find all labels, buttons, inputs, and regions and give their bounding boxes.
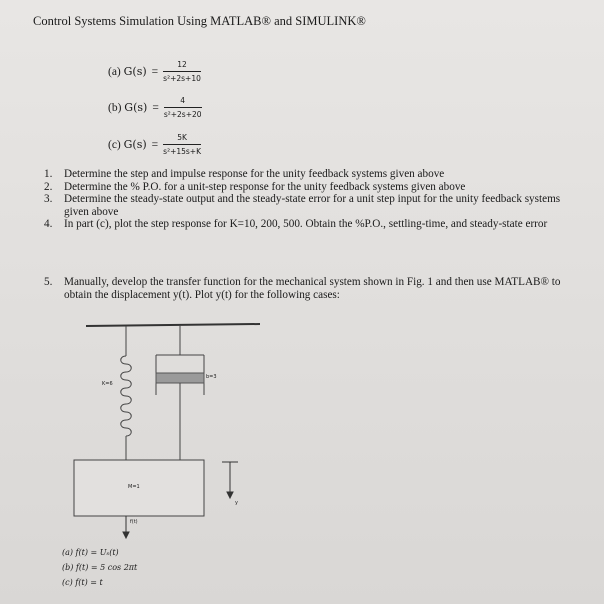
case-c: (c) f(t) = t: [62, 578, 103, 587]
tf-numerator: 5K: [177, 133, 187, 142]
question-number: 4.: [44, 218, 53, 231]
tf-denominator: s²+15s+K: [163, 147, 202, 156]
document-title: Control Systems Simulation Using MATLAB® and SIMULINK®: [33, 14, 366, 28]
tf-denominator: s²+2s+10: [163, 74, 201, 83]
force-label: f(t): [130, 519, 138, 525]
mass-label: M=1: [128, 484, 140, 490]
damper: [156, 325, 204, 460]
tf-equals: =: [151, 65, 159, 78]
spring-label: K=6: [102, 381, 113, 387]
spring: [121, 326, 132, 460]
displacement-arrow: [222, 462, 238, 498]
tf-denominator: s²+2s+20: [163, 110, 202, 119]
question-text: Determine the % P.O. for a unit-step response for the unity feedback systems given above: [64, 180, 466, 193]
tf-numerator: 12: [177, 60, 187, 69]
question-number: 3.: [44, 193, 53, 206]
question-text: Manually, develop the transfer function for the mechanical system shown in Fig. 1 and then use MATLAB® to obtain the displacement y(t). Plot y(t) for the following cases:: [64, 276, 561, 301]
damper-label: b=3: [206, 374, 217, 380]
tf-lhs: G(s): [123, 65, 147, 78]
question-text: In part (c), plot the step response for K=10, 200, 500. Obtain the %P.O., settling-time, and steady-state error: [64, 218, 548, 231]
case-b: (b) f(t) = 5 cos 2πt: [62, 563, 138, 572]
case-a: (a) f(t) = Uₛ(t): [62, 548, 119, 557]
question-text: Determine the step and impulse response for the unity feedback systems given above: [64, 168, 445, 180]
question-text: Determine the steady-state output and the steady-state error for a unit step input for the unity feedback systems given above: [64, 193, 561, 218]
tf-label: (b): [108, 101, 122, 114]
force-arrow: [123, 516, 129, 538]
tf-equals: =: [152, 101, 159, 114]
tf-numerator: 4: [180, 96, 186, 105]
question-number: 1.: [44, 168, 53, 180]
displacement-label: y: [235, 500, 238, 506]
tf-equals: =: [151, 138, 159, 151]
question-number: 5.: [44, 276, 53, 288]
ceiling-line: [86, 324, 260, 326]
tf-lhs: G(s): [124, 101, 148, 114]
tf-label: (c): [108, 138, 121, 151]
tf-lhs: G(s): [123, 138, 147, 151]
question-number: 2.: [44, 180, 53, 193]
tf-label: (a): [108, 65, 121, 78]
